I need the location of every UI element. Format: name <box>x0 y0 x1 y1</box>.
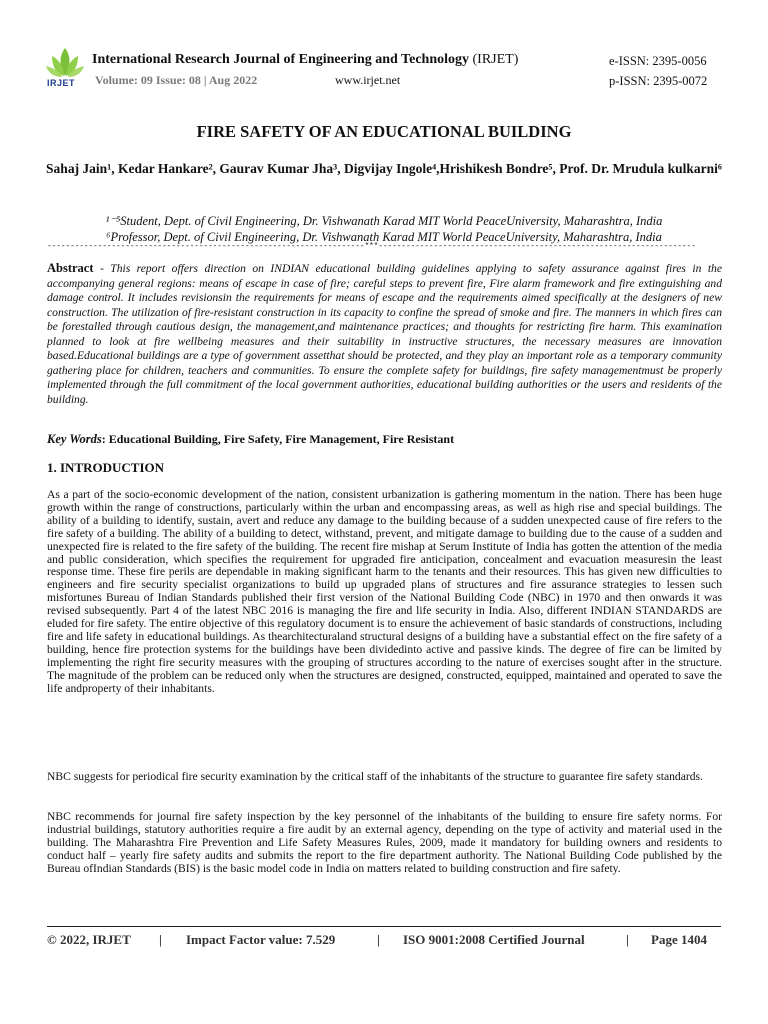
intro-paragraph-2: NBC suggests for periodical fire security examination by the critical staff of the inhabitants of the structure to guarantee fire safety standards. <box>47 770 703 783</box>
footer-impact-factor: Impact Factor value: 7.529 <box>186 932 336 947</box>
author-list: Sahaj Jain¹, Kedar Hankare², Gaurav Kumar Jha³, Digvijay Ingole⁴,Hrishikesh Bondre⁵, Prof. Dr. Mrudula kulkarni⁶ <box>46 161 722 176</box>
footer-separator: | <box>159 932 162 947</box>
keywords <box>47 432 722 447</box>
website-link[interactable]: www.irjet.net <box>335 73 401 87</box>
footer-copyright: © 2022, IRJET <box>47 932 131 947</box>
affiliations <box>46 213 722 245</box>
intro-paragraph-3: NBC recommends for journal fire safety inspection by the key personnel of the inhabitants of the building to ensure fire safety norms. For industrial buildings, statutory authorities require a fire audit by an external agency, depending on the type of activity and material used in the building. The Maharashtra Fire Prevention and Life Safety Measures Rules, 2009, made it mandatory for building owners and residents to conduct half – yearly fire safety audits and submits the report to the fire department authority. The National Building Code published by the Bureau ofIndian Standards (BIS) is the basic model code in India on matters related to building construction and fire safety. <box>47 810 722 875</box>
keywords-label: Key Words <box>47 432 102 446</box>
section-heading-introduction: 1. INTRODUCTION <box>47 460 165 475</box>
journal-name: International Research Journal of Engineering and Technology <box>92 52 470 67</box>
keywords-list: : Educational Building, Fire Safety, Fire Management, Fire Resistant <box>101 432 455 446</box>
p-issn: p-ISSN: 2395-0072 <box>609 74 708 88</box>
footer-rule <box>47 926 721 927</box>
e-issn: e-ISSN: 2395-0056 <box>609 54 707 68</box>
intro-paragraph-1: As a part of the socio-economic development of the nation, consistent urbanization is gathering momentum in the nation. There has been huge growth within the range of constructions, particularly within the urban and encompassing areas, as well as high rise and special buildings. The ability of a building to identify, sustain, avert and reduce any damage to the building because of a sudden unexpected cause of fire refers to the fire safety of a building. The ability of a building to detect, withstand, prevent, and mitigate damage to building due to the cause of a sudden and unexpected fire is related to the fire safety of the building. The recent fire mishap at Serum Institute of India has gotten the attention of the media and public consideration, which specifies the requirement for upgraded fire anticipation, concealment and evacuation measuresin the least response time. These fire perils are dependable in making significant harm to the tenants and their resources. This has given new difficulties to engineers and fire security specialist organizations to build up upgraded plans of structures and fire assurance strategies to lessen such misfortunes Bureau of Indian Standards published their first version of the National Building Code (NBC) in 1970 and then onwards it was revised subsequently. Part 4 of the latest NBC 2016 is managing the fire and life security in India. Also, different INDIAN STANDARDS are eluded for fire safety. The entire objective of this regulatory document is to ensure the achievement of basic standards of constructions, including fire and life safety in educational buildings. As thearchitecturaland structural designs of a building have a substantial effect on the fire safety of a building, hence fire protection systems for the buildings have been dividedinto active and passive kinds. The degree of fire can be limited by implementing the right fire security measures with the grouping of structures according to the nature of exercises sought after in the structure. The magnitude of the problem can be reduced only when the structures are designed, constructed, equipped, maintained and operated to save the life andproperty of their inhabitants. <box>47 488 722 695</box>
abstract-text: - This report offers direction on INDIAN educational building guidelines applying to safety assurance against fires in the accompanying general regions: means of escape in case of fire; careful steps to prevent fire, Fire alarm framework and fire extinguishing and damage control. It includes revisionsin the requirements for means of escape and the requirements aimed specifically at the designers of new construction. The utilization of fire-resistant construction in its capacity to confine the spread of smoke and fire. The manners in which fires can be forestalled through cautious design, the management,and maintenance practices; and thoughts for restricting fire harm. This examination planned to look at fire wellbeing measures and their suitability in instructive structures, the necessary measures are innovation based.Educational buildings are a type of government assetthat should be protected, and they play an important role as a temporary community gathering place for children, teachers and communities. To ensure the complete safety for buildings, fire safety managementmust be properly implemented through the full commitment of the local government authorities, educational building authorities or the users and residents of the building. <box>47 262 722 406</box>
footer-iso: ISO 9001:2008 Certified Journal <box>403 932 585 947</box>
journal-title <box>92 52 518 68</box>
footer-separator: | <box>626 932 629 947</box>
footer-separator: | <box>377 932 380 947</box>
abstract <box>47 261 722 407</box>
affiliation-1: ¹⁻⁵Student, Dept. of Civil Engineering, Dr. Vishwanath Karad MIT World PeaceUniversity, Maharashtra, India <box>105 214 663 228</box>
paper-title: FIRE SAFETY OF AN EDUCATIONAL BUILDING <box>196 122 572 141</box>
affiliation-2: ⁶Professor, Dept. of Civil Engineering, Dr. Vishwanath Karad MIT World PeaceUniversity, Maharashtra, India <box>106 230 662 244</box>
logo-text: IRJET <box>47 78 76 88</box>
section-separator: ---------------------------------------------------------------------***--------------------------------------------------------------------- <box>47 242 696 251</box>
volume-issue: Volume: 09 Issue: 08 | Aug 2022 <box>95 73 258 87</box>
abstract-label: Abstract <box>47 261 94 275</box>
journal-abbr: (IRJET) <box>472 52 519 67</box>
footer-page-number: Page 1404 <box>651 932 707 947</box>
